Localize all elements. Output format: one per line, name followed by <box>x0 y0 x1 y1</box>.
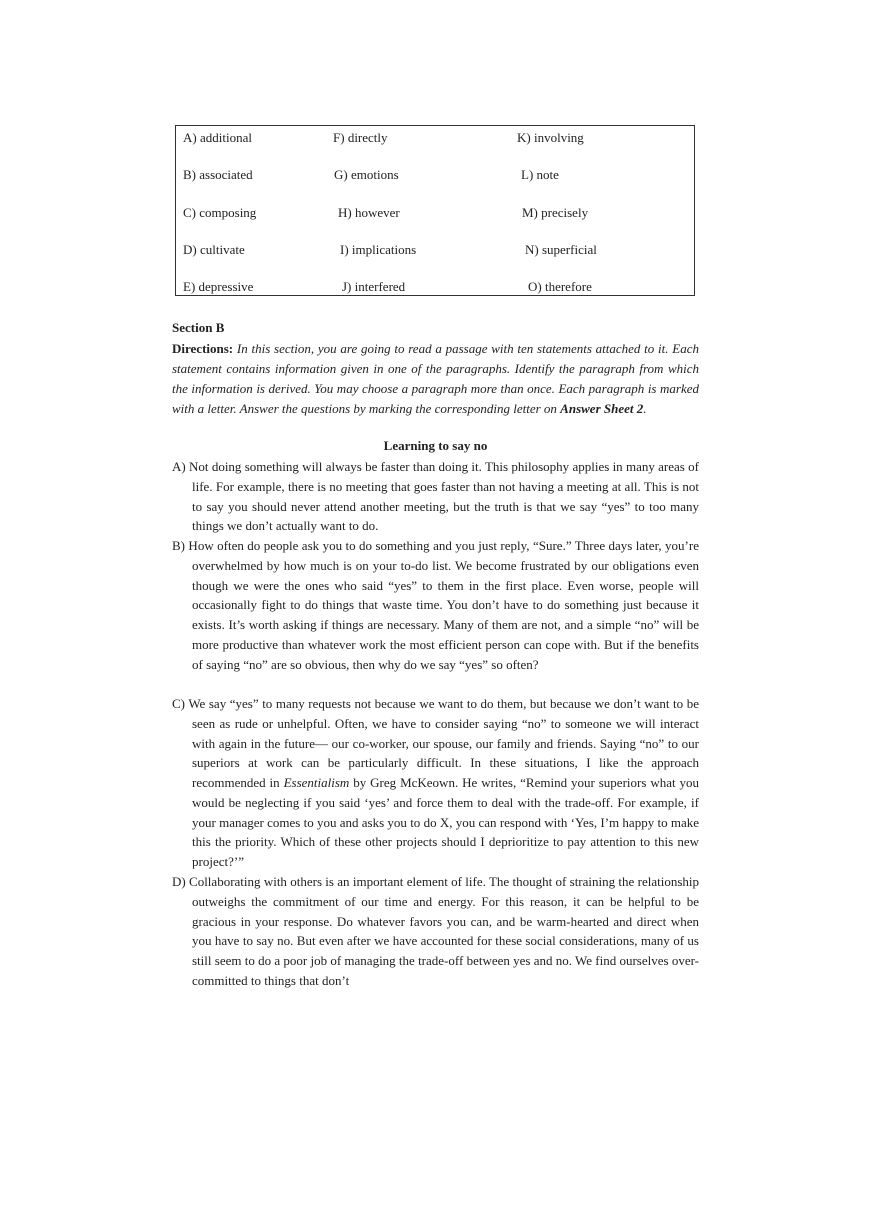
paragraph-c-text: C) We say “yes” to many requests not because we want to do them, but because we don’t want to be seen as rude or unhelpful. Often, we have to consider saying “no” to someone we will interact with again in the future— our co-worker, our spouse, our family and friends. Saying “no” to our superiors at work can be particularly difficult. In these situations, I like the approach recommended in <box>172 696 699 790</box>
word-bank-box <box>175 125 695 296</box>
word-option: C) composing <box>183 205 257 220</box>
word-option: J) interfered <box>342 279 406 294</box>
answer-sheet-label: Answer Sheet 2 <box>560 401 644 416</box>
word-option: M) precisely <box>522 205 589 220</box>
word-option: O) therefore <box>528 279 592 294</box>
word-option: B) associated <box>183 167 253 182</box>
directions-end: . <box>643 401 647 416</box>
paragraph-a: A) Not doing something will always be faster than doing it. This philosophy applies in many areas of life. For example, there is no meeting that goes faster than not having a meeting at all. This is not to say you should never attend another meeting, but the truth is that we say “yes” to too many things we don’t actually want to do. <box>172 459 699 534</box>
passage-title: Learning to say no <box>383 438 488 453</box>
directions-label: Directions: <box>172 341 234 356</box>
paragraph-d: D) Collaborating with others is an important element of life. The thought of straining the relationship outweighs the commitment of our time and energy. For this reason, it can be helpful to be gracious in your response. Do whatever favors you can, and be warm-hearted and direct when you have to say no. But even after we have accounted for these social considerations, many of us still seem to do a poor job of managing the trade-off between yes and no. We find ourselves over-committed to things that don’t <box>172 874 699 988</box>
book-title: Essentialism <box>283 775 350 790</box>
word-option: F) directly <box>333 130 388 145</box>
word-option: E) depressive <box>183 279 254 294</box>
word-option: H) however <box>338 205 400 220</box>
word-option: G) emotions <box>334 167 399 182</box>
paragraph-b: B) How often do people ask you to do something and you just reply, “Sure.” Three days later, you’re overwhelmed by how much is on your to-do list. We become frustrated by our obligations even though we were the ones who said “yes” to them in the first place. Even worse, people will occasionally fight to do things that waste time. You don’t have to do something just because it exists. It’s worth asking if things are necessary. Many of them are not, and a simple “no” will be more productive than whatever work the most efficient person can cope with. But if the benefits of saying “no” are so obvious, then why do we say “yes” so often? <box>172 538 699 672</box>
section-heading: Section B <box>172 320 225 335</box>
directions <box>172 339 699 419</box>
paragraph-c <box>172 694 699 872</box>
word-option: A) additional <box>183 130 252 145</box>
word-option: I) implications <box>340 242 417 257</box>
word-option: D) cultivate <box>183 242 245 257</box>
word-option: K) involving <box>517 130 584 145</box>
word-option: N) superficial <box>525 242 597 257</box>
word-option: L) note <box>521 167 559 182</box>
directions-text: In this section, you are going to read a passage with ten statements attached to it. Each statement contains information given in one of the paragraphs. Identify the paragraph from which the information is derived. You may choose a paragraph more than once. Each paragraph is marked with a letter. Answer the questions by marking the corresponding letter on <box>172 341 699 416</box>
paragraph-c-text-rest: by Greg McKeown. He writes, “Remind your superiors what you would be neglecting if you said ‘yes’ and force them to deal with the trade-off. For example, if your manager comes to you and asks you to do X, you can respond with ‘Yes, I’m happy to make this the priority. Which of these other projects should I deprioritize to pay attention to this new project?’” <box>192 775 700 869</box>
